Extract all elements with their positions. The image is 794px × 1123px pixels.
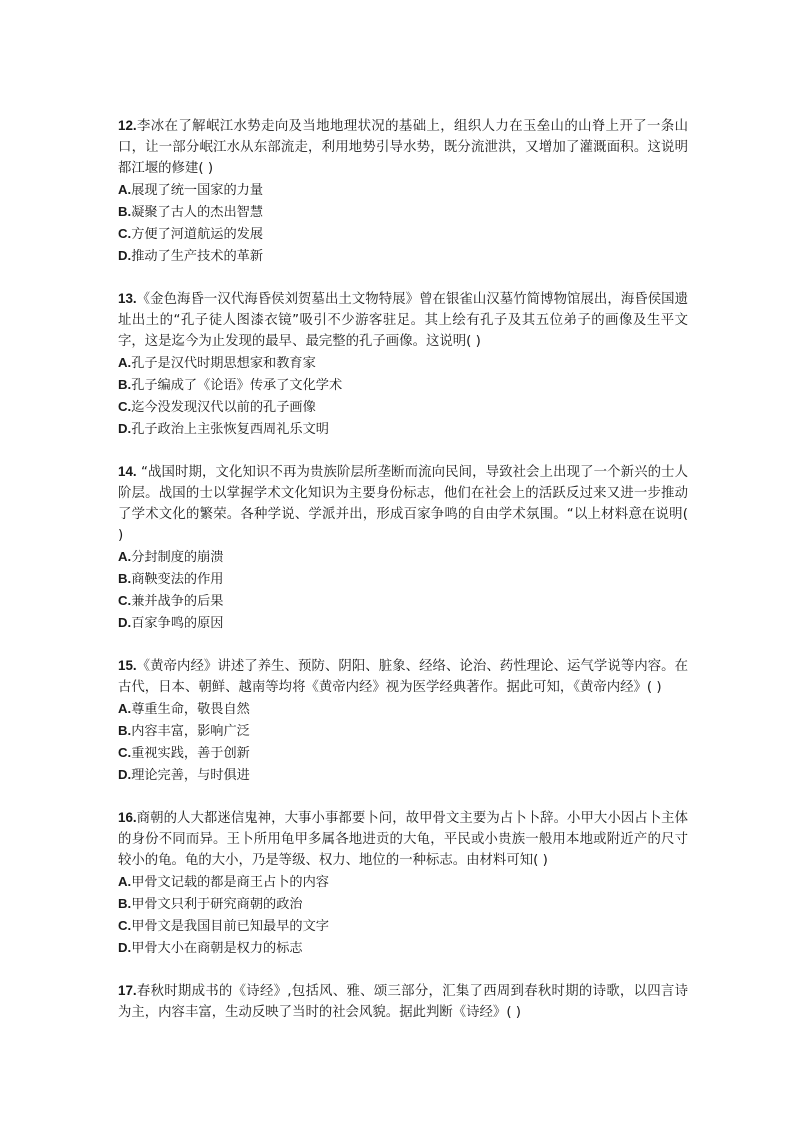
question-text: 《金色海昏一汉代海昏侯刘贺墓出土文物特展》曾在银雀山汉墓竹简博物馆展出，海昏侯国遗址出土的“孔子徒人图漆衣镜”吸引不少游客驻足。其上绘有孔子及其五位弟子的画像及生平文字，这是迄今为止发现的最早、最完整的孔子画像。这说明( )	[118, 292, 688, 349]
question-2	[118, 461, 688, 634]
question-3	[118, 655, 688, 786]
option-text: 推动了生产技术的革新	[131, 249, 264, 264]
option-letter: C.	[118, 399, 132, 414]
option-item	[118, 418, 688, 440]
option-text: 甲骨文记载的都是商王占卜的内容	[131, 875, 329, 890]
option-text: 重视实践，善于创新	[131, 746, 250, 761]
question-text: 商朝的人大都迷信鬼神，大事小事都要卜问，故甲骨文主要为占卜卜辞。小甲大小因占卜主体的身份不同而异。王卜所用龟甲多属各地进贡的大龟，平民或小贵族一般用本地或附近产的尺寸较小的龟。龟的大小，乃是等级、权力、地位的一种标志。由材料可知( )	[118, 811, 688, 868]
option-text: 理论完善，与时俱进	[131, 768, 250, 783]
question-text: 李冰在了解岷江水势走向及当地地理状况的基础上，组织人力在玉垒山的山脊上开了一条山口，让一部分岷江水从东部流走，利用地势引导水势，既分流泄洪，又增加了灌溉面积。这说明都江堰的修建( )	[118, 119, 688, 176]
question-number: 15.	[118, 658, 137, 673]
option-letter: B.	[118, 896, 132, 911]
question-number: 12.	[118, 118, 137, 133]
question-1	[118, 288, 688, 440]
question-stem	[118, 461, 688, 546]
question-5	[118, 980, 688, 1023]
option-letter: C.	[118, 918, 132, 933]
option-item	[118, 742, 688, 764]
option-text: 甲骨大小在商朝是权力的标志	[131, 941, 303, 956]
question-number: 14.	[118, 464, 137, 479]
question-4	[118, 807, 688, 959]
question-number: 13.	[118, 291, 137, 306]
option-item	[118, 245, 688, 267]
option-letter: C.	[118, 593, 132, 608]
option-list	[118, 546, 688, 634]
option-letter: A.	[118, 549, 132, 564]
option-text: 展现了统一国家的力量	[131, 183, 264, 198]
option-letter: C.	[118, 226, 132, 241]
question-0	[118, 115, 688, 267]
question-stem	[118, 980, 688, 1023]
option-item	[118, 179, 688, 201]
option-letter: D.	[118, 767, 132, 782]
option-letter: D.	[118, 615, 132, 630]
question-stem	[118, 655, 688, 698]
option-letter: D.	[118, 940, 132, 955]
option-letter: C.	[118, 745, 132, 760]
option-item	[118, 937, 688, 959]
question-number: 16.	[118, 810, 137, 825]
option-item	[118, 374, 688, 396]
option-item	[118, 893, 688, 915]
question-text: “战国时期，文化知识不再为贵族阶层所垄断而流向民间，导致社会上出现了一个新兴的士人阶层。战国的士以掌握学术文化知识为主要身份标志，他们在社会上的活跃反过来又进一步推动了学术文化的繁荣。各种学说、学派并出，形成百家争鸣的自由学术氛围。“以上材料意在说明( )	[118, 465, 688, 543]
option-text: 孔子是汉代时期思想家和教育家	[131, 356, 316, 371]
option-item	[118, 201, 688, 223]
option-item	[118, 223, 688, 245]
option-letter: B.	[118, 377, 132, 392]
option-letter: A.	[118, 182, 132, 197]
option-text: 迄今没发现汉代以前的孔子画像	[131, 400, 316, 415]
option-list	[118, 179, 688, 267]
option-text: 内容丰富，影响广泛	[131, 724, 250, 739]
question-stem	[118, 115, 688, 179]
question-stem	[118, 807, 688, 871]
option-letter: A.	[118, 874, 132, 889]
option-text: 方便了河道航运的发展	[131, 227, 264, 242]
option-item	[118, 871, 688, 893]
option-letter: B.	[118, 204, 132, 219]
option-letter: B.	[118, 723, 132, 738]
option-item	[118, 396, 688, 418]
option-item	[118, 568, 688, 590]
option-item	[118, 915, 688, 937]
option-text: 凝聚了古人的杰出智慧	[131, 205, 264, 220]
option-text: 甲骨文是我国目前已知最早的文字	[131, 919, 329, 934]
question-number: 17.	[118, 983, 137, 998]
option-item	[118, 612, 688, 634]
option-item	[118, 352, 688, 374]
option-list	[118, 352, 688, 440]
option-letter: D.	[118, 421, 132, 436]
option-text: 兼并战争的后果	[131, 594, 224, 609]
option-item	[118, 698, 688, 720]
option-text: 百家争鸣的原因	[131, 616, 224, 631]
option-text: 孔子政治上主张恢复西周礼乐文明	[131, 422, 329, 437]
option-letter: B.	[118, 571, 132, 586]
option-list	[118, 871, 688, 959]
option-letter: A.	[118, 355, 132, 370]
option-item	[118, 546, 688, 568]
question-list	[118, 115, 688, 1044]
question-text: 春秋时期成书的《诗经》,包括风、雅、颂三部分，汇集了西周到春秋时期的诗歌，以四言诗为主，内容丰富，生动反映了当时的社会风貌。据此判断《诗经》( )	[118, 984, 688, 1020]
option-letter: A.	[118, 701, 132, 716]
option-item	[118, 764, 688, 786]
option-text: 孔子编成了《论语》传承了文化学术	[131, 378, 343, 393]
option-text: 分封制度的崩溃	[131, 550, 224, 565]
option-text: 甲骨文只利于研究商朝的政治	[131, 897, 303, 912]
option-item	[118, 590, 688, 612]
option-text: 尊重生命，敬畏自然	[131, 702, 250, 717]
option-list	[118, 698, 688, 786]
question-stem	[118, 288, 688, 352]
option-item	[118, 720, 688, 742]
option-letter: D.	[118, 248, 132, 263]
option-text: 商鞅变法的作用	[131, 572, 224, 587]
question-text: 《黄帝内经》讲述了养生、预防、阴阳、脏象、经络、论治、药性理论、运气学说等内容。在古代，日本、朝鲜、越南等均将《黄帝内经》视为医学经典著作。据此可知，《黄帝内经》( )	[118, 659, 688, 695]
